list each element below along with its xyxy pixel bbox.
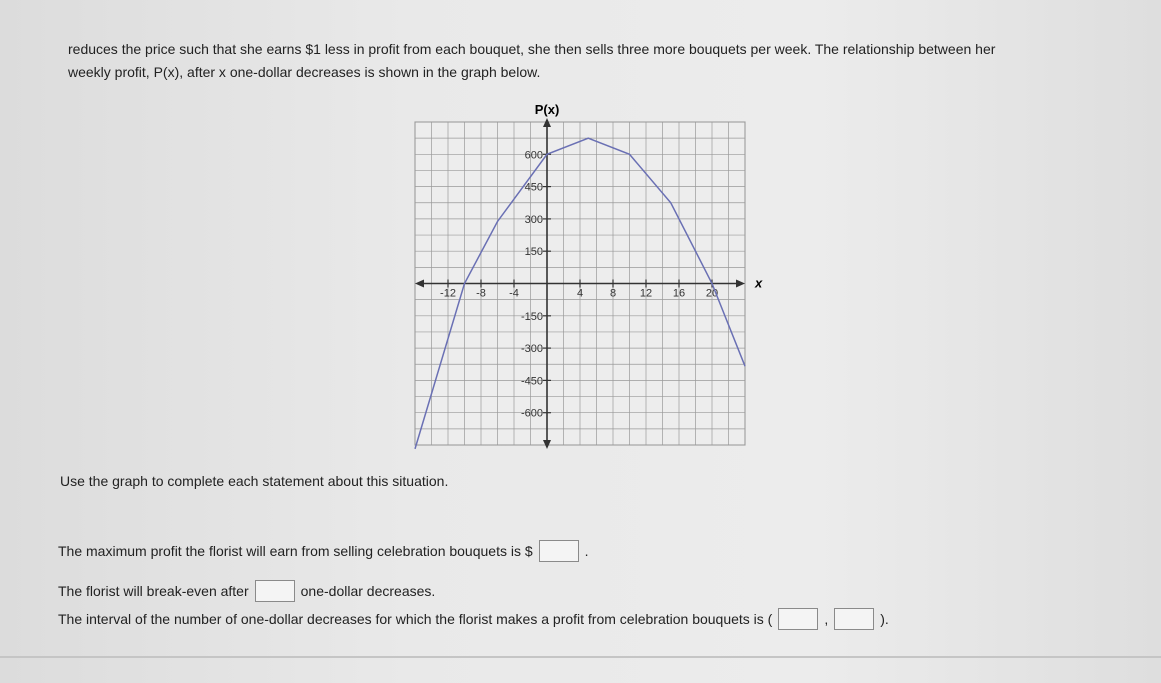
x-axis-label: x [755,275,763,291]
statement-max-profit-period: . [584,543,589,559]
y-tick-label: 150 [524,246,543,259]
statement-profit-interval [58,608,889,630]
x-tick-label: -8 [476,287,486,300]
max-profit-input[interactable] [539,540,579,562]
intro-line-2: weekly profit, P(x), after x one-dollar decreases is shown in the graph below. [68,64,541,80]
x-tick-label: -12 [440,287,456,300]
y-tick-label: 600 [524,149,543,162]
footer-divider [0,656,1161,658]
y-tick-label: -150 [520,310,543,323]
chart-svg [400,100,770,460]
interval-close: ). [880,611,889,627]
instructions-text: Use the graph to complete each statement about this situation. [60,473,449,489]
y-tick-label: 300 [524,213,543,226]
x-tick-label: 16 [672,287,686,300]
x-tick-label: 12 [639,287,653,300]
x-tick-label: 20 [705,287,719,300]
interval-start-input[interactable] [778,608,818,630]
statement-break-even [58,580,435,602]
statement-max-profit-text: The maximum profit the florist will earn from selling celebration bouquets is $ [58,543,533,559]
problem-intro [68,38,1108,84]
x-tick-label: -4 [509,287,519,300]
break-even-input[interactable] [255,580,295,602]
y-tick-label: -450 [520,375,543,388]
statement-max-profit [58,540,589,562]
interval-separator: , [824,611,829,627]
x-tick-label: 8 [609,287,617,300]
interval-end-input[interactable] [834,608,874,630]
statement-interval-text: The interval of the number of one-dollar decreases for which the florist makes a profit from celebration bouquets is ( [58,611,773,627]
y-tick-label: -600 [520,407,543,420]
intro-line-1: reduces the price such that she earns $1 less in profit from each bouquet, she then sells three more bouquets per week. The relationship between her [68,41,996,57]
profit-graph [400,100,770,460]
statement-break-even-suffix: one-dollar decreases. [300,583,436,599]
y-tick-label: 450 [524,181,543,194]
y-axis-label: P(x) [534,102,560,117]
x-tick-label: 4 [576,287,584,300]
statement-break-even-text: The florist will break-even after [58,583,249,599]
y-tick-label: -300 [520,343,543,356]
